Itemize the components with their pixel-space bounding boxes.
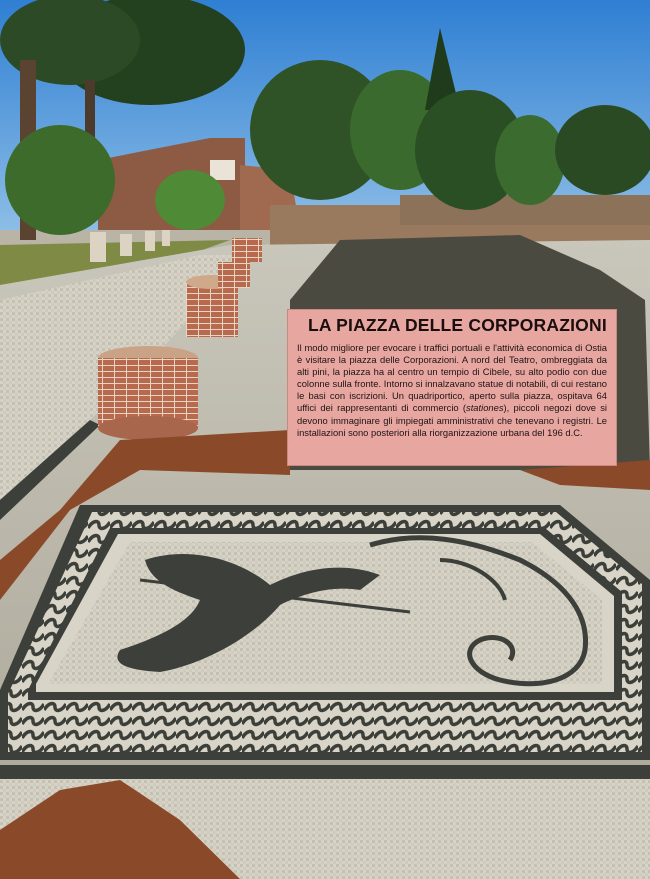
caption-text-part2: ), piccoli negozi dove si devono immaginare gli impiegati amministrativi che tenevano i registri. Le installazioni sono posteriori alla riorganizzazione urbana del 196 d.C.	[297, 402, 607, 438]
caption-box	[287, 309, 617, 466]
caption-italic-word: stationes	[466, 402, 504, 414]
caption-title: LA PIAZZA DELLE CORPORAZIONI	[308, 315, 607, 335]
caption-text-part1: Il modo migliore per evocare i traffici portuali e l'attività economica di Ostia è visitare la piazza delle Corporazioni. A nord del Teatro, ombreggiata da alti pini, la piazza ha al centro un tempio di Cibele, su alto podio con due colonne sulla fronte. Intorno si innalzavano statue di notabili, di cui restano le basi con iscrizioni. Un quadriportico, aperto sulla piazza, ospitava 64 uffici dei rappresentanti di commercio (	[297, 342, 607, 414]
caption-text	[297, 342, 607, 439]
